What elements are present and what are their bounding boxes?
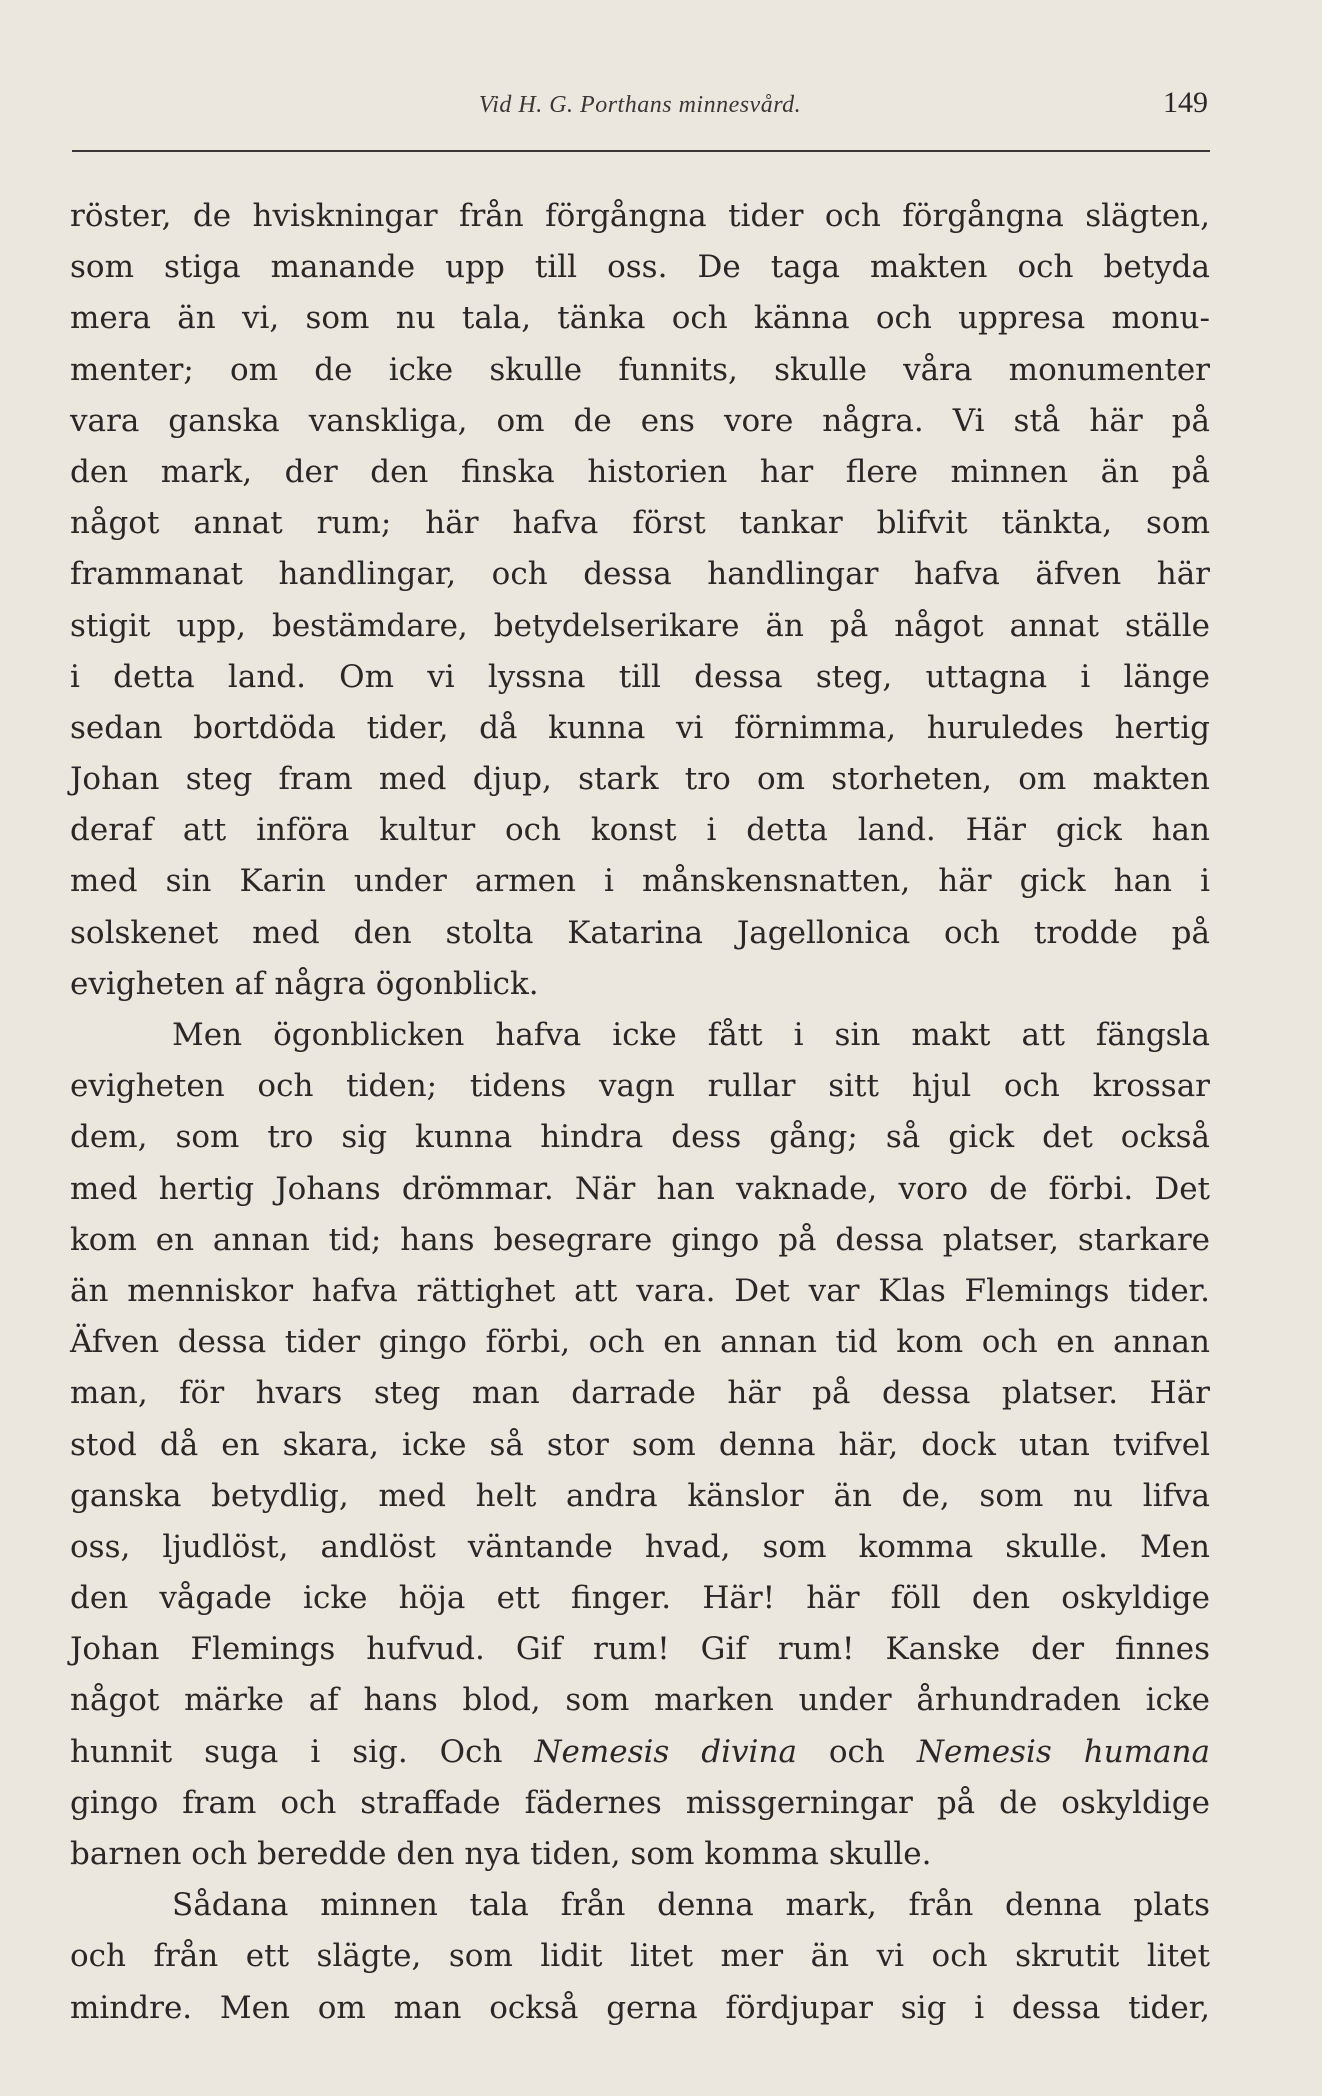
- text-line: vara ganska vanskliga, om de ens vore några. Vi stå här på: [70, 402, 1210, 439]
- text-line: med sin Karin under armen i månskensnatten, här gick han i: [70, 863, 1210, 900]
- text-line: och från ett slägte, som lidit litet mer än vi och skrutit litet: [70, 1938, 1210, 1975]
- text-line-with-italics: [70, 1727, 1210, 1778]
- text-line: oss, ljudlöst, andlöst väntande hvad, som komma skulle. Men: [70, 1528, 1210, 1565]
- text-line: dem, som tro sig kunna hindra dess gång; så gick det också: [70, 1119, 1210, 1156]
- italic-term-nemesis-divina: Nemesis divina: [534, 1733, 797, 1770]
- page-number: 149: [1163, 86, 1208, 119]
- text-line: frammanat handlingar, och dessa handlingar hafva äfven här: [70, 556, 1210, 593]
- text-line: kom en annan tid; hans besegrare gingo på dessa platser, starkare: [70, 1221, 1210, 1258]
- text-line: menter; om de icke skulle funnits, skulle våra monumenter: [70, 351, 1210, 388]
- text-line: evigheten och tiden; tidens vagn rullar sitt hjul och krossar: [70, 1068, 1210, 1105]
- text-line: stigit upp, bestämdare, betydelserikare än på något annat ställe: [70, 607, 1210, 644]
- text-line: med hertig Johans drömmar. När han vaknade, voro de förbi. Det: [70, 1170, 1210, 1207]
- text-line: Johan Flemings hufvud. Gif rum! Gif rum! Kanske der finnes: [70, 1631, 1210, 1668]
- text-line: gingo fram och straffade fädernes missgerningar på de oskyldige: [70, 1784, 1210, 1821]
- text-line: Äfven dessa tider gingo förbi, och en annan tid kom och en annan: [70, 1324, 1210, 1361]
- paragraph-end-line: barnen och beredde den nya tiden, som komma skulle.: [70, 1836, 932, 1872]
- paragraph-start-line: Men ögonblicken hafva icke fått i sin makt att fängsla: [172, 1017, 1210, 1053]
- paragraph-start-line: Sådana minnen tala från denna mark, från denna plats: [172, 1887, 1210, 1924]
- text-line: som stiga manande upp till oss. De taga makten och betyda: [70, 249, 1210, 286]
- text-line: den vågade icke höja ett finger. Här! här föll den oskyldige: [70, 1580, 1210, 1617]
- paragraph-end-line: evigheten af några ögonblick.: [70, 965, 539, 1002]
- running-title: Vid H. G. Porthans minnesvård.: [478, 92, 802, 118]
- text-line: mindre. Men om man också gerna fördjupar sig i dessa tider,: [70, 1989, 1210, 2026]
- text-line: solskenet med den stolta Katarina Jagellonica och trodde på: [70, 914, 1210, 951]
- text-line: något annat rum; här hafva först tankar blifvit tänkta, som: [70, 505, 1210, 542]
- text-line: man, för hvars steg man darrade här på dessa platser. Här: [70, 1375, 1210, 1412]
- text-segment: och: [828, 1733, 885, 1770]
- header-rule: [72, 150, 1210, 152]
- body-text: [70, 191, 1210, 2034]
- text-line: Johan steg fram med djup, stark tro om storheten, om makten: [70, 761, 1210, 798]
- text-line: ganska betydlig, med helt andra känslor än de, som nu lifva: [70, 1477, 1210, 1514]
- text-line: i detta land. Om vi lyssna till dessa steg, uttagna i länge: [70, 658, 1210, 695]
- text-line: den mark, der den finska historien har flere minnen än på: [70, 453, 1210, 490]
- text-line: än menniskor hafva rättighet att vara. Det var Klas Flemings tider.: [70, 1272, 1210, 1309]
- text-line: deraf att införa kultur och konst i detta land. Här gick han: [70, 812, 1210, 849]
- text-line: sedan bortdöda tider, då kunna vi förnimma, huruledes hertig: [70, 709, 1210, 746]
- running-head: [70, 86, 1210, 126]
- text-line: stod då en skara, icke så stor som denna här, dock utan tvifvel: [70, 1426, 1210, 1463]
- text-segment: hunnit suga i sig. Och: [70, 1733, 503, 1770]
- text-line: något märke af hans blod, som marken under århundraden icke: [70, 1682, 1210, 1719]
- text-line: mera än vi, som nu tala, tänka och känna och uppresa monu-: [70, 300, 1210, 337]
- text-line: röster, de hviskningar från förgångna tider och förgångna slägten,: [70, 198, 1210, 234]
- italic-term-nemesis-humana: Nemesis humana: [916, 1733, 1210, 1770]
